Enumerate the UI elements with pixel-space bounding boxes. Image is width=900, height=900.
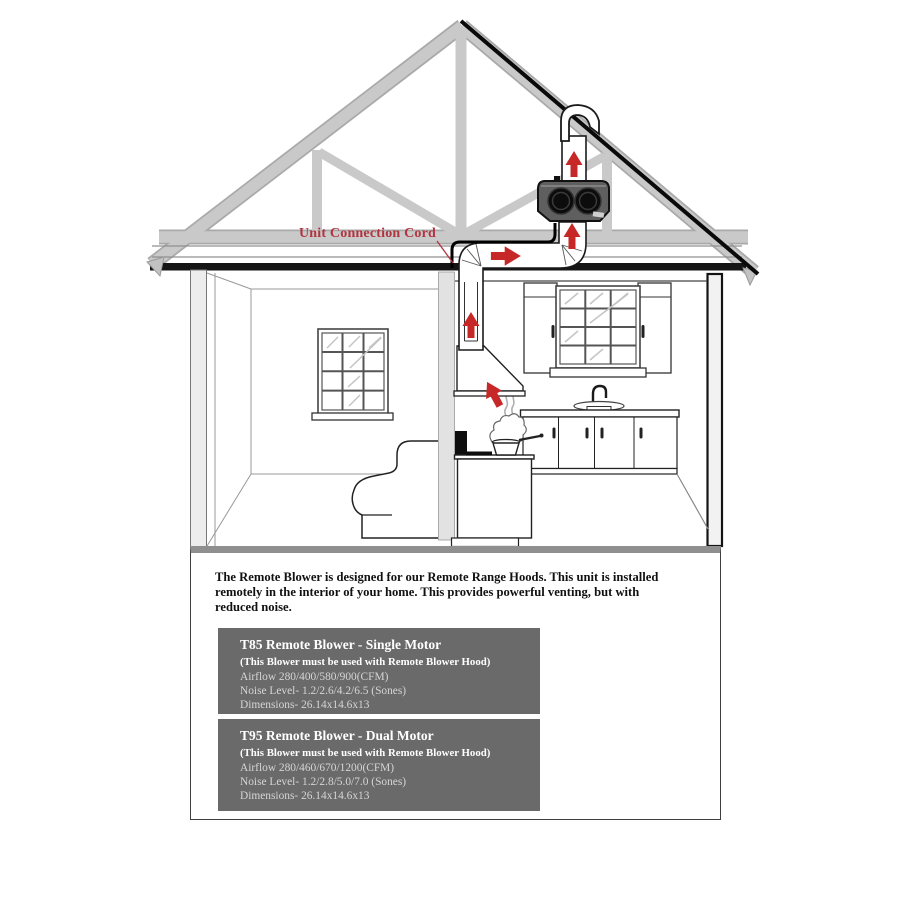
product-dimensions: Dimensions- 26.14x14.6x13 — [240, 698, 370, 711]
description-line: remotely in the interior of your home. This provides powerful venting, but with — [215, 584, 640, 599]
product-noise: Noise Level- 1.2/2.6/4.2/6.5 (Sones) — [240, 684, 407, 697]
product-airflow: Airflow 280/400/580/900(CFM) — [240, 671, 389, 683]
product-subtitle: (This Blower must be used with Remote Blower Hood) — [240, 747, 491, 759]
remote-blower-unit — [538, 176, 609, 221]
cabinet-handle — [642, 325, 645, 338]
product-card-t85 — [218, 628, 540, 714]
kitchen — [452, 281, 709, 547]
kitchen-sink — [574, 386, 624, 411]
lower-cabinets — [521, 410, 680, 474]
range-console — [455, 431, 467, 455]
info-panel — [190, 546, 721, 820]
description-line: reduced noise. — [215, 599, 292, 614]
eave-band — [150, 263, 746, 271]
description-line: The Remote Blower is designed for our Remote Range Hoods. This unit is installed — [215, 570, 659, 584]
roof-truss — [152, 26, 754, 272]
steam-cloud — [490, 414, 526, 442]
living-room-window — [312, 329, 393, 420]
left-web-diagonal — [319, 152, 457, 233]
product-title: T95 Remote Blower - Dual Motor — [240, 728, 434, 743]
cabinet-handle — [552, 325, 555, 338]
product-card-t95 — [218, 719, 540, 811]
product-subtitle: (This Blower must be used with Remote Blower Hood) — [240, 656, 491, 668]
description-text — [215, 570, 658, 614]
upper-cabinet-left — [524, 283, 557, 373]
kitchen-window — [550, 286, 646, 377]
window-sill — [312, 413, 393, 420]
countertop — [521, 410, 680, 417]
cooktop — [466, 452, 492, 456]
right-exterior-wall — [708, 274, 723, 546]
product-noise: Noise Level- 1.2/2.8/5.0/7.0 (Sones) — [240, 775, 407, 788]
couch — [352, 441, 438, 538]
living-room — [207, 273, 438, 546]
center-partition-wall — [439, 272, 455, 540]
product-dimensions: Dimensions- 26.14x14.6x13 — [240, 789, 370, 802]
left-exterior-wall — [191, 270, 207, 548]
product-title: T85 Remote Blower - Single Motor — [240, 637, 442, 652]
window-sill — [550, 368, 646, 377]
product-airflow: Airflow 280/460/670/1200(CFM) — [240, 762, 395, 774]
upper-cabinet-right — [638, 283, 671, 373]
island-range — [452, 431, 535, 547]
cord-label: Unit Connection Cord — [298, 226, 436, 241]
